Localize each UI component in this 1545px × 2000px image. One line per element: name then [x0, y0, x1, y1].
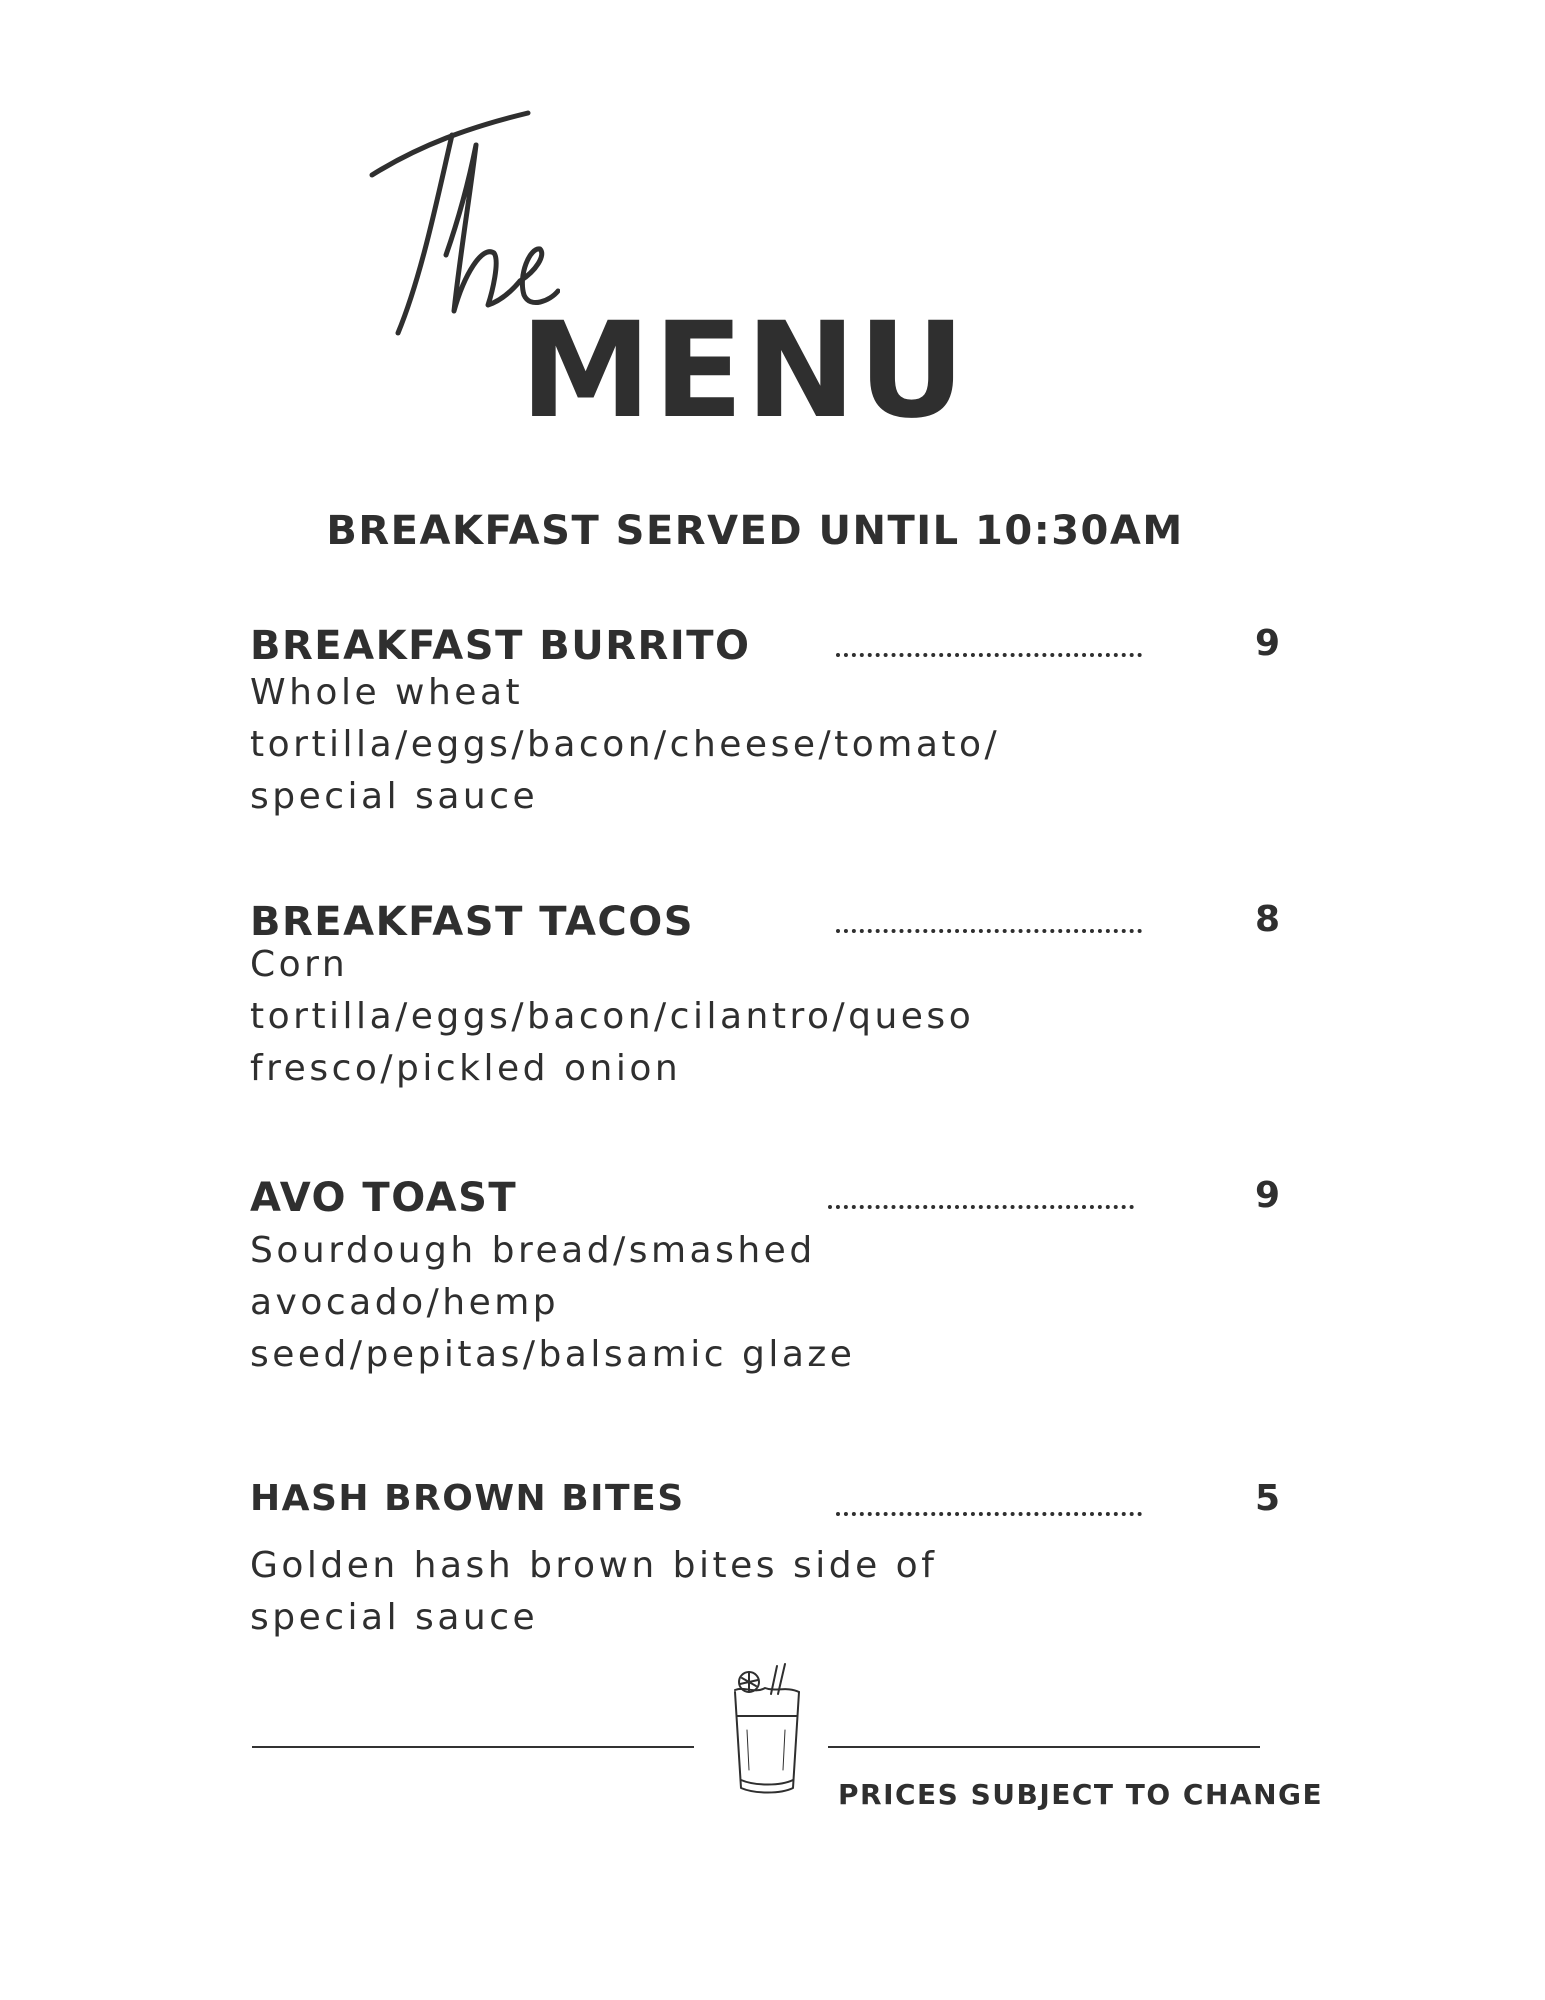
item-price: 9: [1254, 623, 1280, 664]
item-price: 5: [1254, 1478, 1280, 1519]
prices-notice: PRICES SUBJECT TO CHANGE: [838, 1778, 1324, 1811]
menu-title: MENU: [520, 294, 968, 448]
item-description: [250, 667, 1070, 823]
item-name: BREAKFAST TACOS: [250, 899, 695, 945]
description-line: special sauce: [250, 1597, 539, 1638]
description-line: tortilla/eggs/bacon/cheese/tomato/: [250, 724, 1001, 765]
description-line: seed/pepitas/balsamic glaze: [250, 1334, 856, 1375]
drink-glass-icon: [725, 1660, 810, 1800]
item-price: 8: [1254, 899, 1280, 940]
description-line: special sauce: [250, 776, 539, 817]
breakfast-hours-subtitle: BREAKFAST SERVED UNTIL 10:30AM: [326, 508, 1184, 554]
description-line: Golden hash brown bites side of: [250, 1545, 938, 1586]
footer-divider-left: [252, 1746, 694, 1748]
item-price: 9: [1254, 1175, 1280, 1216]
item-description: [250, 1540, 1070, 1644]
description-line: Corn: [250, 944, 349, 985]
item-name: AVO TOAST: [250, 1175, 518, 1221]
description-line: fresco/pickled onion: [250, 1048, 682, 1089]
item-description: [250, 939, 1070, 1095]
item-name: HASH BROWN BITES: [250, 1478, 685, 1519]
footer-divider-right: [828, 1746, 1260, 1748]
description-line: avocado/hemp: [250, 1282, 560, 1323]
dotted-leader: [836, 1512, 1142, 1516]
item-name: BREAKFAST BURRITO: [250, 623, 751, 669]
description-line: Whole wheat: [250, 672, 524, 713]
item-description: [250, 1225, 1070, 1381]
description-line: tortilla/eggs/bacon/cilantro/queso: [250, 996, 975, 1037]
dotted-leader: [836, 929, 1142, 933]
dotted-leader: [836, 653, 1142, 657]
description-line: Sourdough bread/smashed: [250, 1230, 816, 1271]
dotted-leader: [828, 1205, 1134, 1209]
